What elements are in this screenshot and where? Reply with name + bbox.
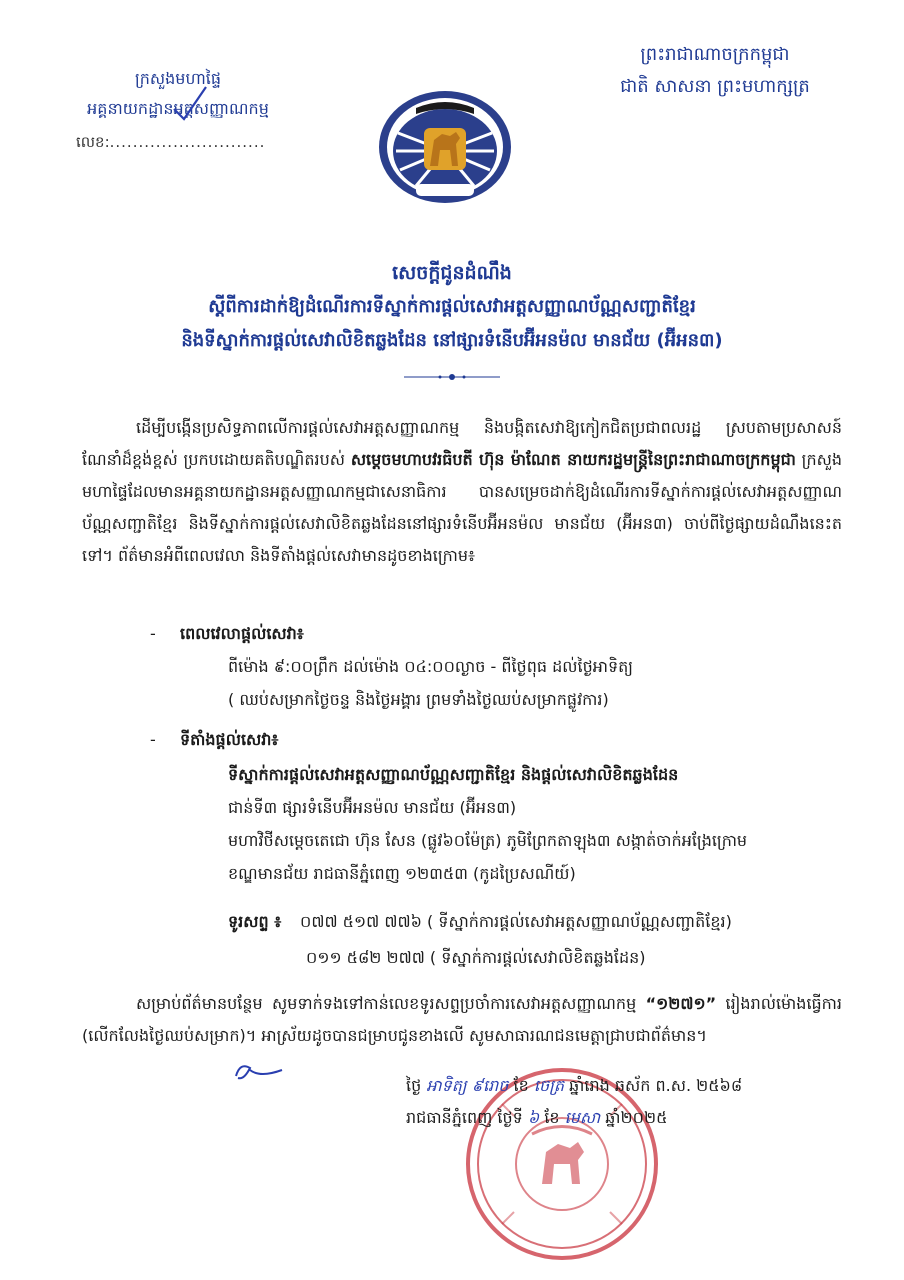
- prime-minister-name: សម្ដេចមហាបវរធិបតី ហ៊ុន ម៉ាណែត នាយករដ្ឋមន្ត្រីនៃព្រះរាជាណាចក្រកម្ពុជា: [350, 450, 796, 469]
- lunar-year: ឆ្នាំរោង ឆស័ក ព.ស. ២៥៦៨: [569, 1076, 743, 1095]
- notice-subject-line2: និងទីស្នាក់ការផ្ដល់សេវាលិខិតឆ្លងដែន នៅផ្សារទំនើបអ៊ីអនម៉ល មានជ័យ (អ៊ីអន៣): [181, 330, 723, 351]
- solar-date: [406, 1102, 876, 1134]
- department-name: អគ្គនាយកដ្ឋានអត្តសញ្ញាណកម្ម: [87, 99, 269, 118]
- intro-paragraph: [82, 412, 842, 572]
- lunar-prefix: ថ្ងៃ: [406, 1076, 422, 1095]
- checkmark-icon: [170, 83, 210, 123]
- solar-month-handwritten: មេសា: [564, 1108, 601, 1127]
- ministry-name: ក្រសួងមហាផ្ទៃ: [134, 69, 221, 88]
- reference-number-label: លេខ:: [76, 133, 110, 151]
- intro-text-1: ដើម្បីបង្កើនប្រសិទ្ធភាពលើការផ្ដល់សេវាអត្តសញ្ញាណកម្ម និងបង្កិតសេវាឱ្យកៀកជិតប្រជាពលរដ្ឋ ស្របតាមប្រសាសន៍ណែនាំដ៏ខ្ពង់ខ្ពស់ ប្រកបដោយគតិបណ្ឌិតរបស់: [82, 418, 842, 469]
- department-logo: [376, 88, 514, 206]
- location-bullet: -: [150, 730, 156, 749]
- schedule-closed-days: ( ឈប់សម្រាកថ្ងៃចន្ទ និងថ្ងៃអង្គារ ព្រមទាំងថ្ងៃឈប់សម្រាកផ្លូវការ): [228, 690, 609, 709]
- notice-title: សេចក្ដីជូនដំណឹង: [392, 262, 512, 284]
- phone-label: ទូរសព្ទ ៖: [228, 912, 282, 931]
- lunar-month-handwritten: ចេត្រ: [533, 1076, 565, 1095]
- schedule-hours: ពីម៉ោង ៩:០០ព្រឹក ដល់ម៉ោង ០៤:០០ល្ងាច - ពីថ្ងៃពុធ ដល់ថ្ងៃអាទិត្យ: [228, 657, 634, 676]
- phone-contacts: [228, 904, 732, 976]
- schedule-label: ពេលវេលាផ្ដល់សេវា៖: [180, 624, 304, 643]
- location-details: [228, 758, 868, 890]
- schedule-details: [228, 650, 868, 716]
- kingdom-header: [590, 38, 840, 102]
- reference-number: [58, 124, 298, 160]
- reference-number-dots: ...........................: [109, 133, 266, 151]
- hotline-number: “១២៧១”: [645, 994, 717, 1013]
- intro-text-2: ក្រសួងមហាផ្ទៃដែលមានអគ្គនាយកដ្ឋានអត្តសញ្ញាណកម្មជាសេនាធិការ បានសម្រេចដាក់ឱ្យដំណើរការទីស្នាក់ការផ្ដល់សេវាអត្តសញ្ញាណប័ណ្ណសញ្ជាតិខ្មែរ និងទីស្នាក់ការផ្ដល់សេវាលិខិតឆ្លងដែននៅផ្សារទំនើបអ៊ីអនម៉ល មានជ័យ (អ៊ីអន៣) ចាប់ពីថ្ងៃផ្សាយដំណឹងនេះតទៅ។ ព័ត៌មានអំពីពេលវេលា និងទីតាំងផ្ដល់សេវាមានដូចខាងក្រោម៖: [82, 450, 842, 565]
- kingdom-title: ព្រះរាជាណាចក្រកម្ពុជា: [640, 44, 790, 65]
- solar-day-handwritten: ៦: [527, 1108, 540, 1127]
- location-label: ទីតាំងផ្ដល់សេវា៖: [180, 730, 279, 749]
- location-heading: [150, 724, 278, 756]
- notice-title-block: [40, 256, 864, 358]
- lunar-month-label: ខែ: [513, 1076, 529, 1095]
- lunar-date: [406, 1070, 876, 1102]
- initials-signature: [230, 1056, 290, 1086]
- phone-passport: ០១១ ៥៨២ ២៧៧ ( ទីស្នាក់ការផ្ដល់សេវាលិខិតឆ្លងដែន): [306, 948, 646, 967]
- solar-year: ឆ្នាំ២០២៥: [605, 1108, 668, 1127]
- solar-prefix: រាជធានីភ្នំពេញ ថ្ងៃទី: [406, 1108, 523, 1127]
- kingdom-motto: ជាតិ សាសនា ព្រះមហាក្សត្រ: [620, 76, 810, 97]
- phone-id-card: ០៧៧ ៥១៧ ៧៧៦ ( ទីស្នាក់ការផ្ដល់សេវាអត្តសញ្ញាណប័ណ្ណសញ្ជាតិខ្មែរ): [300, 912, 732, 931]
- notice-subject-line1: ស្ដីពីការដាក់ឱ្យដំណើរការទីស្នាក់ការផ្ដល់សេវាអត្តសញ្ញាណប័ណ្ណសញ្ជាតិខ្មែរ: [208, 296, 696, 317]
- location-floor: ជាន់ទី៣ ផ្សារទំនើបអ៊ីអនម៉ល មានជ័យ (អ៊ីអន៣): [228, 798, 517, 817]
- closing-text-2: រៀងរាល់ម៉ោងធ្វើការ (លើកលែងថ្ងៃឈប់សម្រាក)។ អាស្រ័យដូចបានជម្រាបជូនខាងលើ សូមសាធារណជនមេត្តាជ្រាបជាព័ត៌មាន។: [82, 994, 842, 1045]
- date-block: [406, 1070, 876, 1134]
- location-office-name: ទីស្នាក់ការផ្ដល់សេវាអត្តសញ្ញាណប័ណ្ណសញ្ជាតិខ្មែរ និងផ្ដល់សេវាលិខិតឆ្លងដែន: [228, 765, 679, 784]
- closing-text-1: សម្រាប់ព័ត៌មានបន្ថែម សូមទាក់ទងទៅកាន់លេខទូរសព្ទប្រចាំការសេវាអត្តសញ្ញាណកម្ម: [136, 994, 646, 1013]
- schedule-bullet: -: [150, 624, 156, 643]
- closing-paragraph: [82, 988, 842, 1052]
- lunar-day-handwritten: អាទិត្យ ៩រោច: [426, 1076, 509, 1095]
- location-street: មហាវិថីសម្ដេចតេជោ ហ៊ុន សែន (ផ្លូវ៦០ម៉ែត្រ) ភូមិព្រែកតាឡុង៣ សង្កាត់ចាក់អង្រែក្រោម: [228, 831, 748, 850]
- location-district: ខណ្ឌមានជ័យ រាជធានីភ្នំពេញ ១២៣៥៣ (កូដប្រៃសណីយ៍): [228, 864, 576, 883]
- schedule-heading: [150, 618, 304, 650]
- solar-month-label: ខែ: [544, 1108, 560, 1127]
- ornament-divider: [404, 372, 500, 382]
